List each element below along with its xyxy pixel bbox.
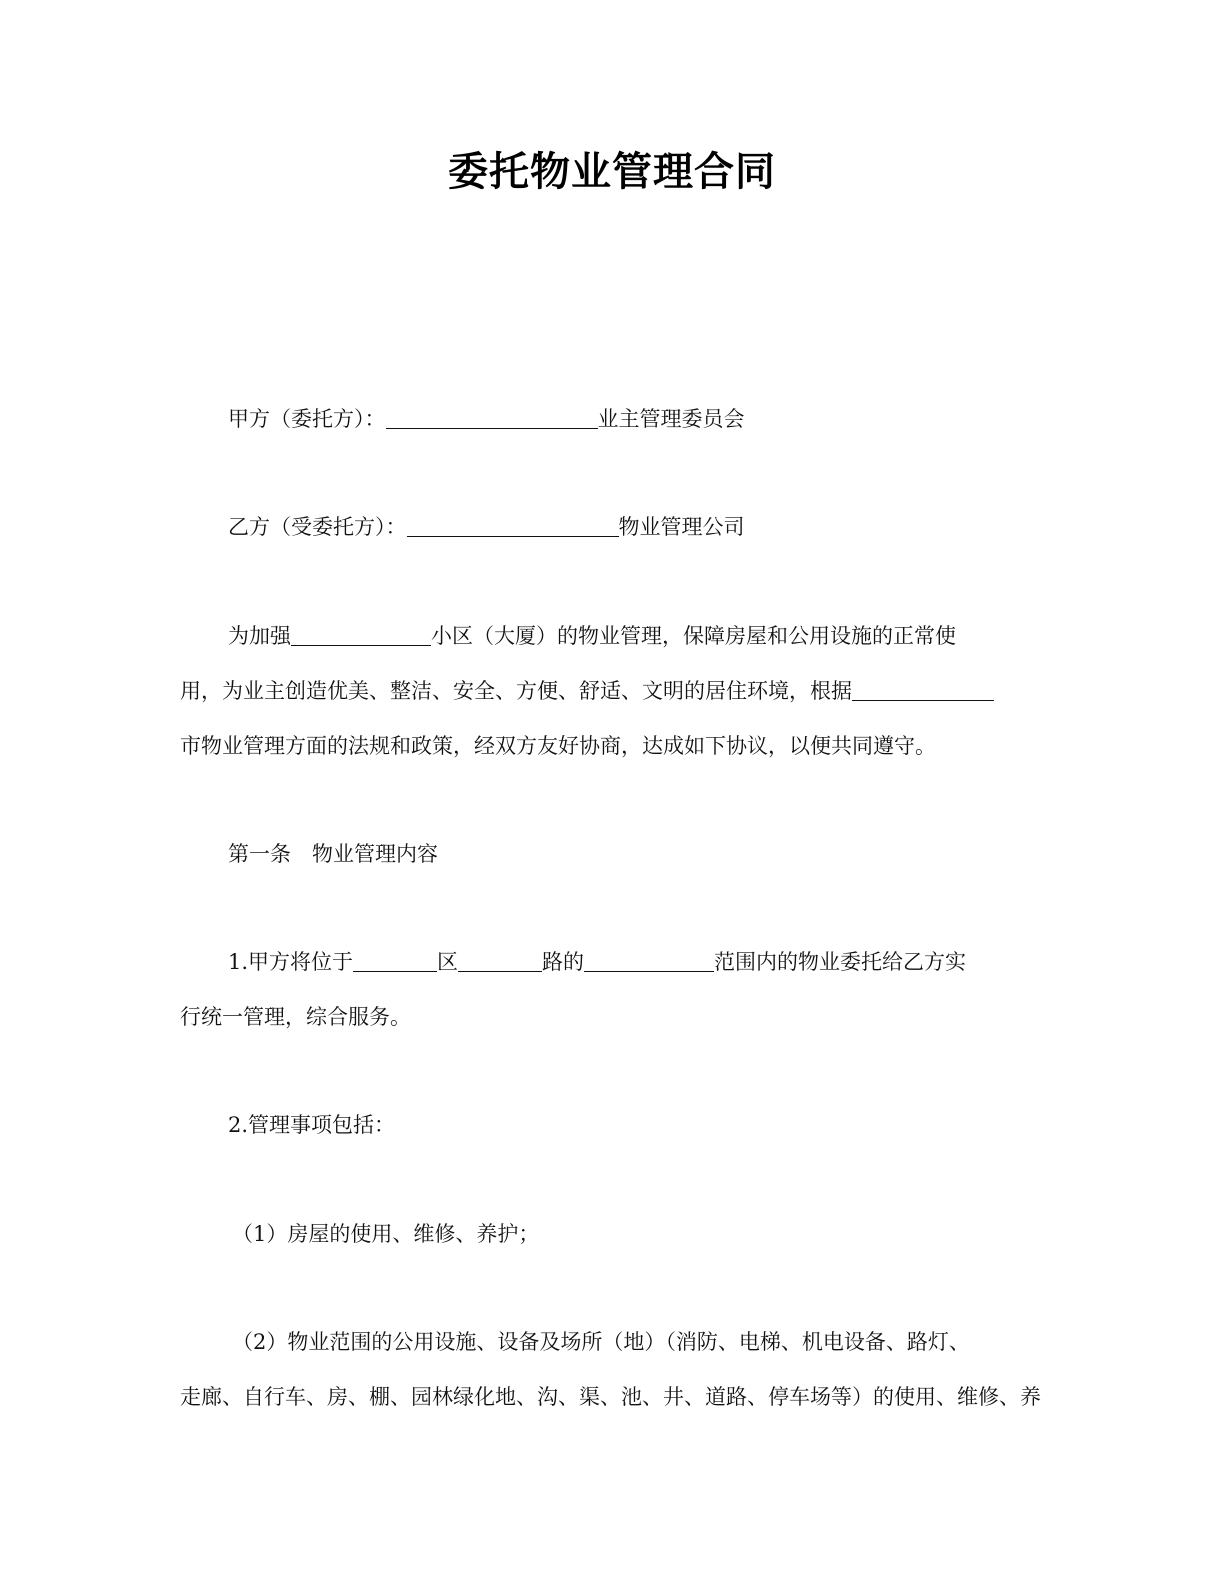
preamble-text: 为加强 [228,624,291,648]
item-2-sub-1: （1）房屋的使用、维修、养护； [232,1222,540,1246]
district-name-blank [291,623,431,646]
party-b-label: 乙方（受委托方）： [228,515,407,539]
party-b-suffix: 物业管理公司 [618,515,745,539]
party-a-blank [386,406,598,429]
district-blank [353,949,437,972]
preamble-text: 用，为业主创造优美、整洁、安全、方便、舒适、文明的居住环境，根据 [180,679,852,703]
preamble-line-3: 市物业管理方面的法规和政策，经双方友好协商，达成如下协议，以便共同遵守。 [180,734,936,758]
article-1-heading: 第一条 物业管理内容 [228,842,438,866]
item-1-text: 1.甲方将位于 [228,950,354,974]
party-b-line [228,512,1040,542]
preamble-line-1 [228,621,1040,651]
preamble-line-2 [180,676,1040,706]
item-1-line-1 [228,947,1040,977]
party-a-suffix: 业主管理委员会 [597,407,745,431]
party-a-label: 甲方（委托方）： [228,407,386,431]
item-1-text: 范围内的物业委托给乙方实 [714,950,967,974]
item-1-line-2: 行统一管理，综合服务。 [180,1005,411,1029]
item-2-heading: 2.管理事项包括： [228,1113,396,1137]
item-2-sub-2-line-2: 走廊、自行车、房、棚、园林绿化地、沟、渠、池、井、道路、停车场等）的使用、维修、养 [180,1385,1041,1409]
party-b-blank [407,514,619,537]
document-title: 委托物业管理合同 [448,149,776,195]
item-1-text: 路的 [542,950,585,974]
city-name-blank [852,678,994,701]
preamble-text: 小区（大厦）的物业管理，保障房屋和公用设施的正常使 [431,624,956,648]
road-blank [458,949,542,972]
item-1-text: 区 [437,950,459,974]
item-2-sub-2-line-1: （2）物业范围的公用设施、设备及场所（地）（消防、电梯、机电设备、路灯、 [232,1330,970,1354]
party-a-line [228,404,1040,434]
scope-blank [584,949,714,972]
